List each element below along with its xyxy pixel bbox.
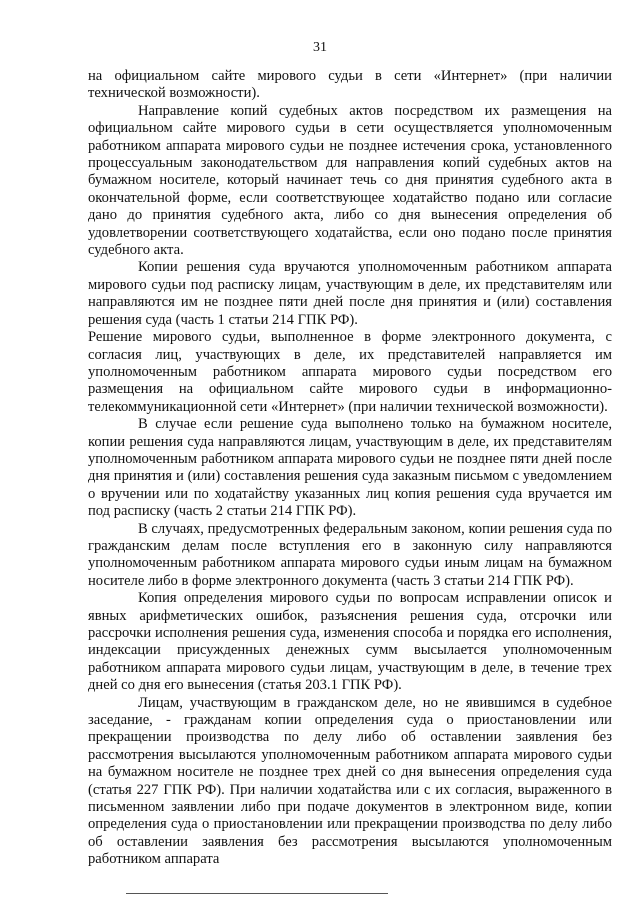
paragraph-federal-law-cases: В случаях, предусмотренных федеральным законом, копии решения суда по гражданским делам после вступления его в законную силу направляются уполномоченным работником аппарата мирового судьи иным лицам на бумажном носителе либо в форме электронного документа (часть 3 статьи 214 ГПК РФ). bbox=[88, 520, 612, 589]
paragraph-electronic-decision: Решение мирового судьи, выполненное в форме электронного документа, с согласия лиц, участвующих в деле, их представителей направляется им уполномоченным работником аппарата мирового судьи посредством его размещения на официальном сайте мирового судьи в информационно-телекоммуникационной сети «Интернет» (при наличии технической возможности). bbox=[88, 329, 612, 415]
page-number: 31 bbox=[313, 40, 327, 55]
paragraph-decision-copies-handed: Копии решения суда вручаются уполномоченным работником аппарата мирового судьи под расписку лицам, участвующим в деле, их представителям или направляются им не позднее пяти дней после дня принятия и (или) составления решения суда (часть 1 статьи 214 ГПК РФ). bbox=[88, 259, 612, 328]
paragraph-continuation: на официальном сайте мирового судьи в сети «Интернет» (при наличии технической возможности). bbox=[88, 68, 612, 102]
paragraph-website-copies: Направление копий судебных актов посредством их размещения на официальном сайте мирового судьи в сети осуществляется уполномоченным работником аппарата мирового судьи не позднее истечения срока, установленного процессуальным законодательством для направления копий судебных актов на бумажном носителе, который начинает течь со дня принятия судебного акта в окончательной форме, если соответствующее ходатайство подано или согласие дано до принятия судебного акта, либо со дня вынесения определения об удовлетворении соответствующего ходатайства, если оно подано после принятия судебного акта. bbox=[88, 102, 612, 259]
footer-divider bbox=[126, 893, 388, 894]
paragraph-ruling-corrections: Копия определения мирового судьи по вопросам исправлении описок и явных арифметических ошибок, разъяснения решения суда, отсрочки или рассрочки исполнения решения суда, изменения способа и порядка его исполнения, индексации присужденных денежных сумм высылается уполномоченным работником аппарата мирового судьи лицам, участвующим в деле, в течение трех дней со дня его вынесения (статья 203.1 ГПК РФ). bbox=[88, 590, 612, 694]
document-body bbox=[88, 68, 612, 869]
paragraph-absent-parties: Лицам, участвующим в гражданском деле, но не явившимся в судебное заседание, - гражданам копии определения суда о приостановлении или прекращении производства по делу либо об оставлении заявления без рассмотрения высылаются уполномоченным работником аппарата мирового судьи на бумажном носителе не позднее трех дней со дня вынесения определения суда (статья 227 ГПК РФ). При наличии ходатайства или с их согласия, выраженного в письменном заявлении либо при подаче документов в электронном виде, копии определения суда о приостановлении или прекращении производства по делу либо об оставлении заявления без рассмотрения высылаются уполномоченным работником аппарата bbox=[88, 694, 612, 868]
paragraph-paper-decision: В случае если решение суда выполнено только на бумажном носителе, копии решения суда направляются лицам, участвующим в деле, их представителям уполномоченным работником аппарата мирового судьи не позднее пяти дней после дня принятия и (или) составления решения суда заказным письмом с уведомлением о вручении или по ходатайству указанных лиц копия решения суда вручается им под расписку (часть 2 статьи 214 ГПК РФ). bbox=[88, 416, 612, 520]
